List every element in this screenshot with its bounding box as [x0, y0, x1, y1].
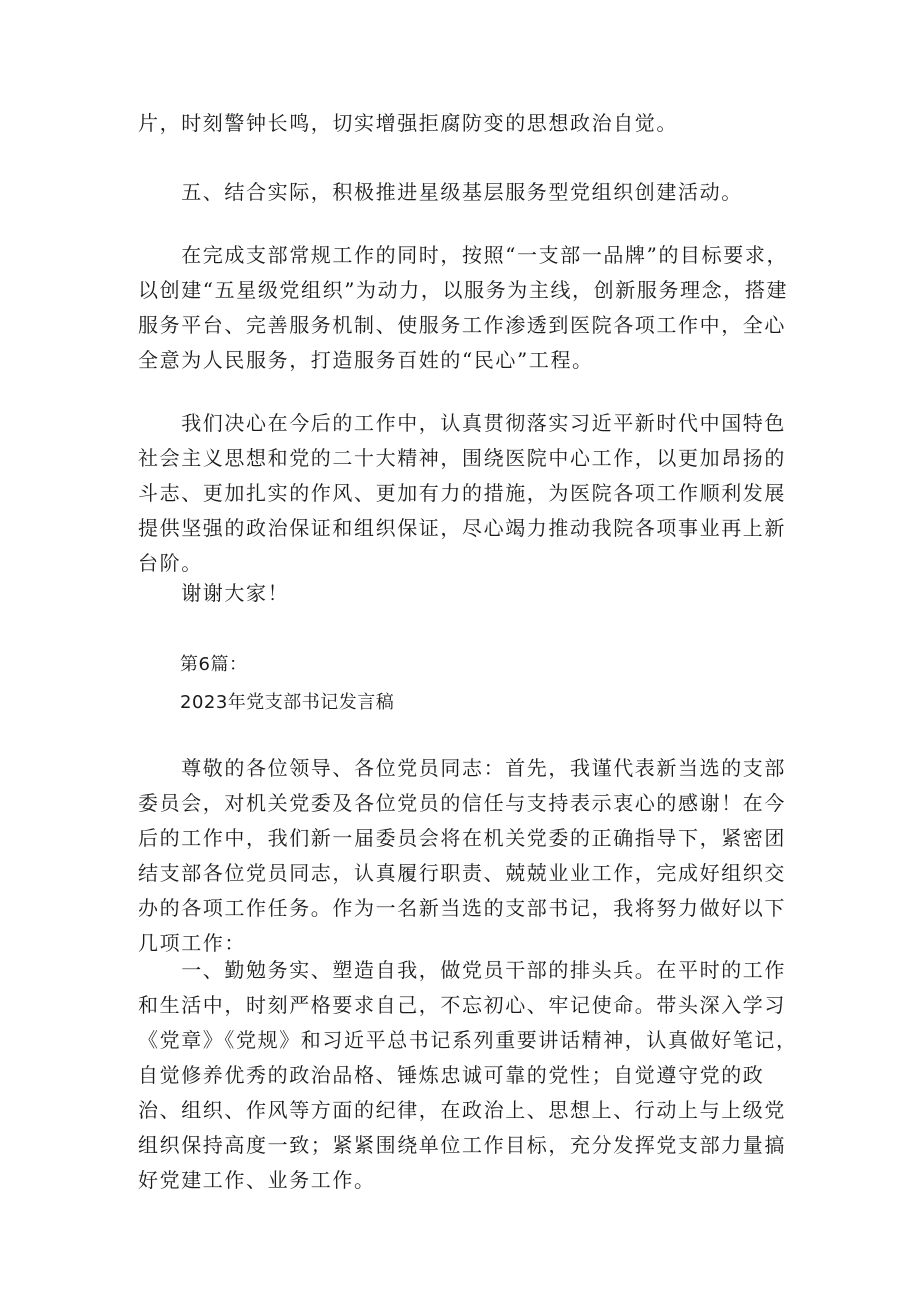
paragraph-determination: 我们决心在今后的工作中，认真贯彻落实习近平新时代中国特色社会主义思想和党的二十大精神，围绕医院中心工作，以更加昂扬的斗志、更加扎实的作风、更加有力的措施，为医院各项工作顺利发展提供坚强的政治保证和组织保证，尽心竭力推动我院各项事业再上新台阶。 [138, 411, 786, 575]
paragraph-support-work: 在完成支部常规工作的同时，按照“一支部一品牌”的目标要求，以创建“五星级党组织”为动力，以服务为主线，创新服务理念，搭建服务平台、完善服务机制、使服务工作渗透到医院各项工作中，全心全意为人民服务，打造服务百姓的“民心”工程。 [138, 243, 789, 372]
paragraph-greeting: 尊敬的各位领导、各位党员同志：首先，我谨代表新当选的支部委员会，对机关党委及各位党员的信任与支持表示衷心的感谢！在今后的工作中，我们新一届委员会将在机关党委的正确指导下，紧密团结支部各位党员同志，认真履行职责、兢兢业业工作，完成好组织交办的各项工作任务。作为一名新当选的支部书记，我将努力做好以下几项工作： [138, 756, 786, 955]
paragraph-thanks: 谢谢大家！ [138, 581, 290, 605]
section-title: 2023年党支部书记发言稿 [180, 692, 395, 713]
paragraph-heading-five: 五、结合实际，积极推进星级基层服务型党组织创建活动。 [138, 180, 743, 204]
paragraph-closing-line: 片，时刻警钟长鸣，切实增强拒腐防变的思想政治自觉。 [138, 111, 678, 135]
paragraph-point-one: 一、勤勉务实、塑造自我，做党员干部的排头兵。在平时的工作和生活中，时刻严格要求自己，不忘初心、牢记使命。带头深入学习《党章》《党规》和习近平总书记系列重要讲话精神，认真做好笔记，自觉修养优秀的政治品格、锤炼忠诚可靠的党性；自觉遵守党的政治、组织、作风等方面的纪律，在政治上、思想上、行动上与上级党组织保持高度一致；紧紧围绕单位工作目标，充分发挥党支部力量搞好党建工作、业务工作。 [138, 958, 798, 1192]
section-label: 第6篇： [180, 654, 248, 675]
